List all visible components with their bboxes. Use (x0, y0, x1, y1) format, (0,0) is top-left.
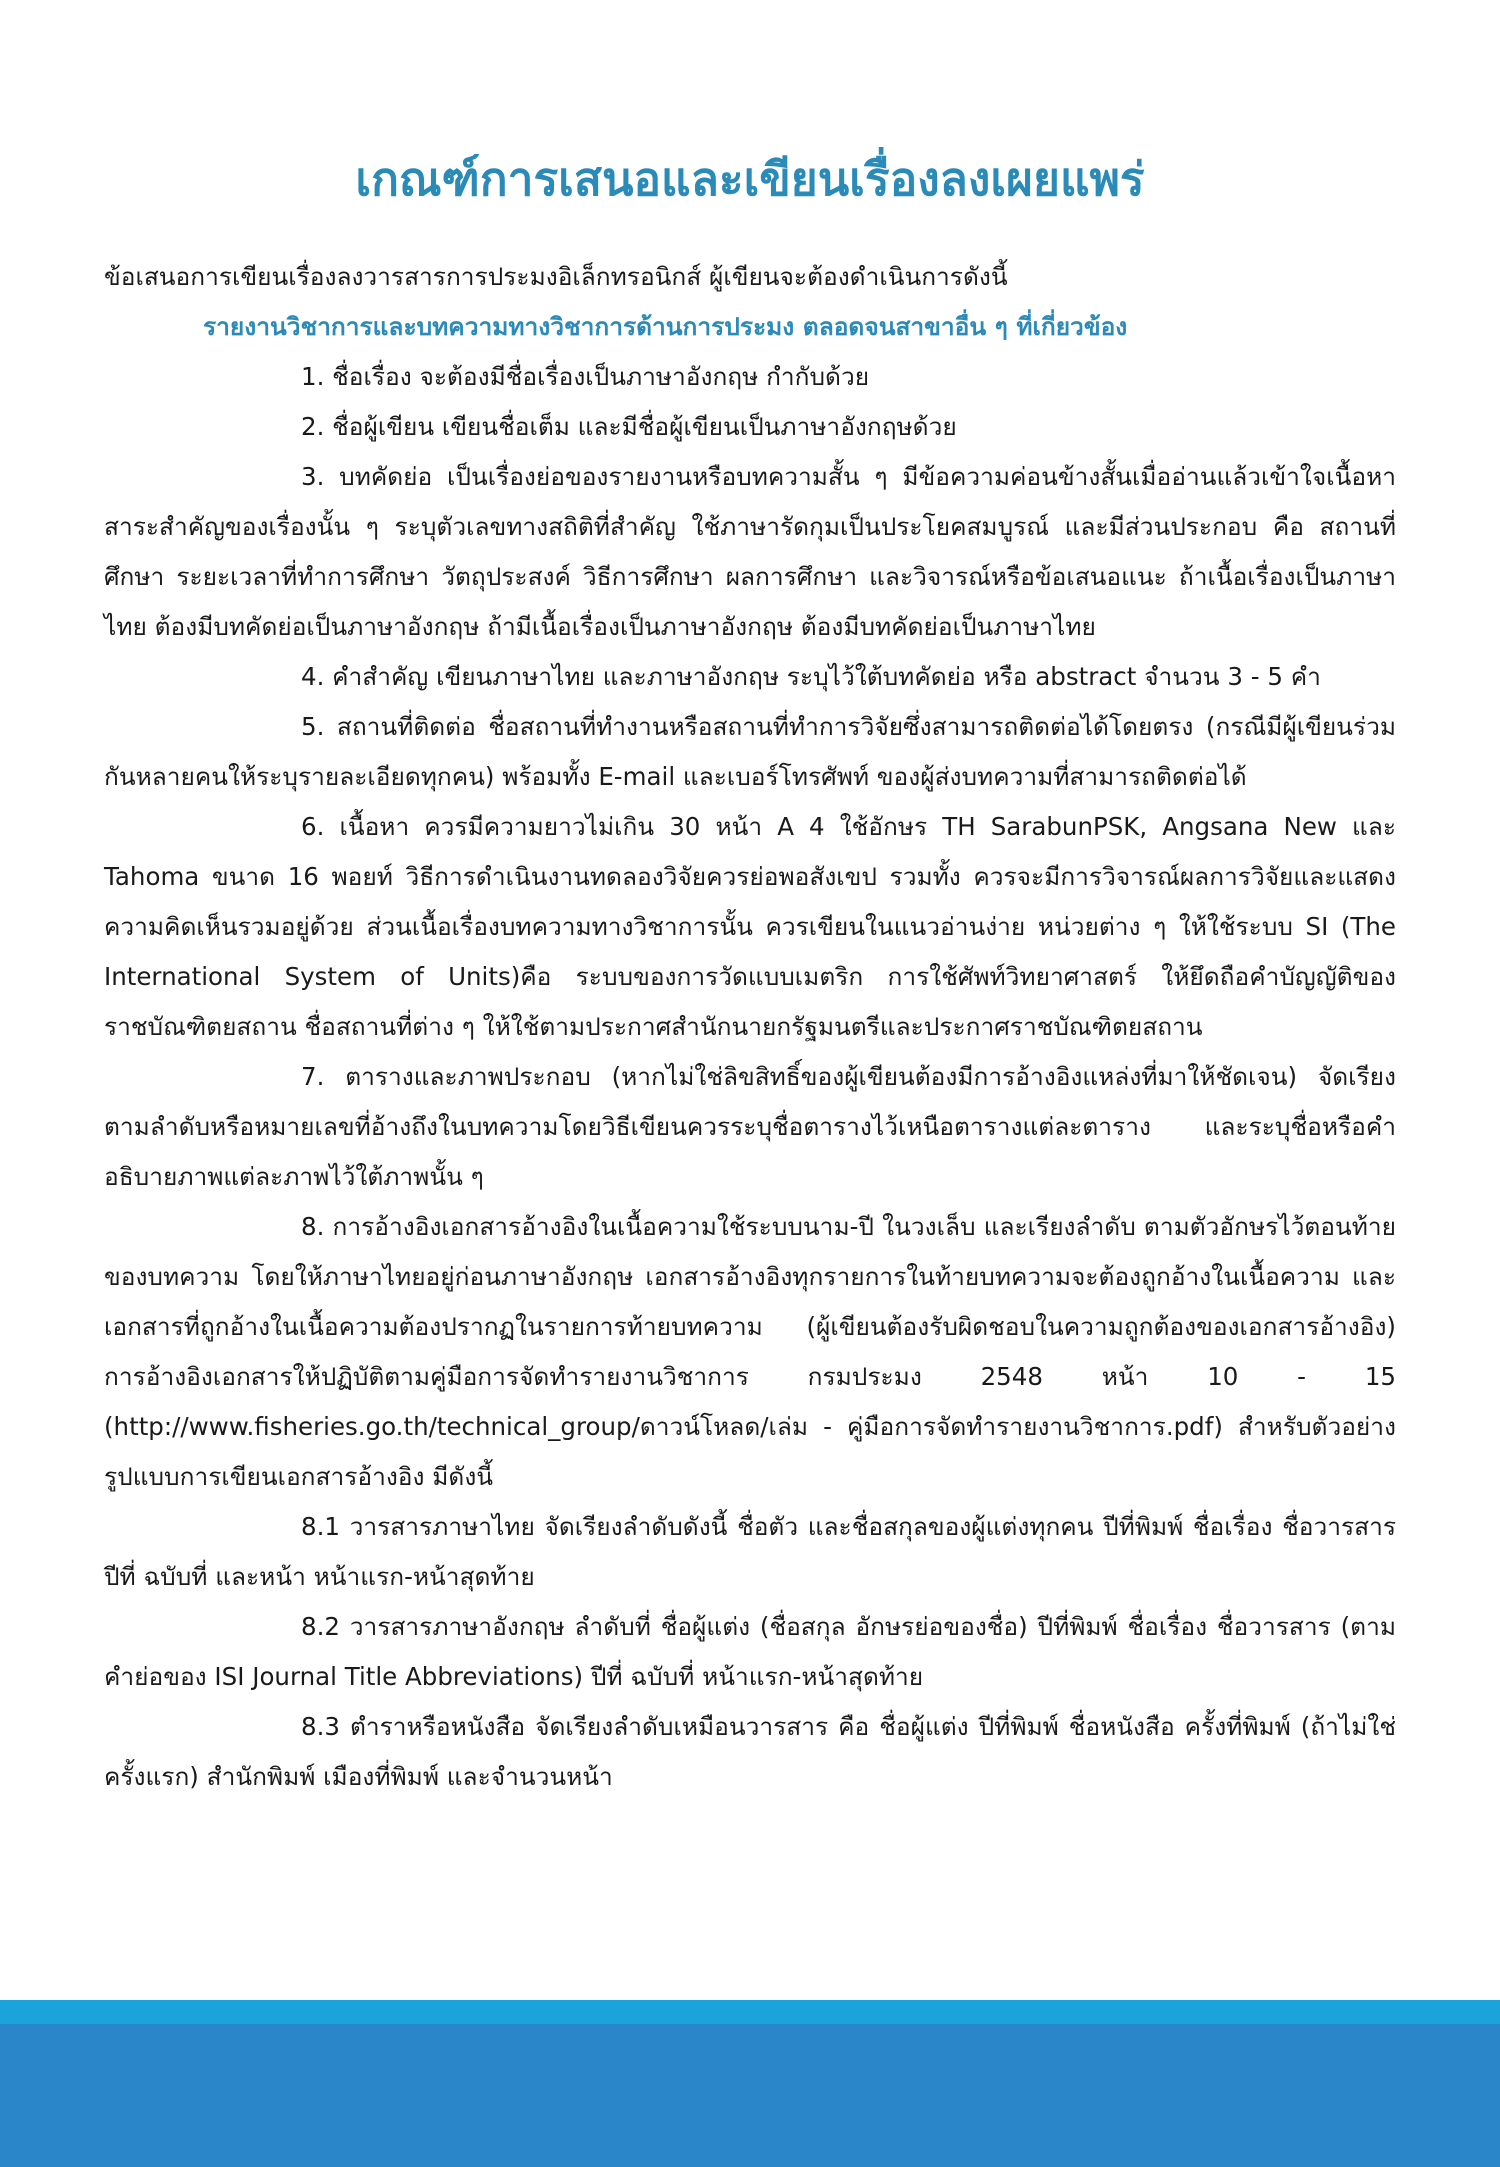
guideline-item-keywords: 4. คำสำคัญ เขียนภาษาไทย และภาษาอังกฤษ ระบุไว้ใต้บทคัดย่อ หรือ abstract จำนวน 3 - 5 คำ (301, 662, 1321, 691)
intro-text: ข้อเสนอการเขียนเรื่องลงวารสารการประมงอิเล็กทรอนิกส์ ผู้เขียนจะต้องดำเนินการดังนี้ (104, 262, 1008, 291)
guideline-subitem-english-journal: 8.2 วารสารภาษาอังกฤษ ลำดับที่ ชื่อผู้แต่ง (ชื่อสกุล อักษรย่อของชื่อ) ปีที่พิมพ์ ชื่อเรื่อง ชื่อวารสาร (ตามคำย่อของ ISI Journal Title Abbreviations) ปีที่ ฉบับที่ หน้าแรก-หน้าสุดท้าย (104, 1612, 1396, 1691)
guideline-subitem-book: 8.3 ตำราหรือหนังสือ จัดเรียงลำดับเหมือนวารสาร คือ ชื่อผู้แต่ง ปีที่พิมพ์ ชื่อหนังสือ ครั้งที่พิมพ์ (ถ้าไม่ใช่ครั้งแรก) สำนักพิมพ์ เมืองที่พิมพ์ และจำนวนหน้า (104, 1712, 1396, 1791)
guideline-item-title: 1. ชื่อเรื่อง จะต้องมีชื่อเรื่องเป็นภาษาอังกฤษ กำกับด้วย (301, 362, 870, 391)
footer-accent-stripe (0, 2000, 1500, 2024)
guidelines-body (104, 252, 1396, 1802)
guideline-item-contact: 5. สถานที่ติดต่อ ชื่อสถานที่ทำงานหรือสถานที่ทำการวิจัยซึ่งสามารถติดต่อได้โดยตรง (กรณีมีผู้เขียนร่วมกันหลายคนให้ระบุรายละเอียดทุกคน) พร้อมทั้ง E-mail และเบอร์โทรศัพท์ ของผู้ส่งบทความที่สามารถติดต่อได้ (104, 712, 1396, 791)
guideline-item-abstract: 3. บทคัดย่อ เป็นเรื่องย่อของรายงานหรือบทความสั้น ๆ มีข้อความค่อนข้างสั้นเมื่ออ่านแล้วเข้าใจเนื้อหาสาระสำคัญของเรื่องนั้น ๆ ระบุตัวเลขทางสถิติที่สำคัญ ใช้ภาษารัดกุมเป็นประโยคสมบูรณ์ และมีส่วนประกอบ คือ สถานที่ศึกษา ระยะเวลาที่ทำการศึกษา วัตถุประสงค์ วิธีการศึกษา ผลการศึกษา และวิจารณ์หรือข้อเสนอแนะ ถ้าเนื้อเรื่องเป็นภาษาไทย ต้องมีบทคัดย่อเป็นภาษาอังกฤษ ถ้ามีเนื้อเรื่องเป็นภาษาอังกฤษ ต้องมีบทคัดย่อเป็นภาษาไทย (104, 462, 1396, 641)
page-title: เกณฑ์การเสนอและเขียนเรื่องลงเผยแพร่ (355, 152, 1145, 206)
guideline-item-references: 8. การอ้างอิงเอกสารอ้างอิงในเนื้อความใช้ระบบนาม-ปี ในวงเล็บ และเรียงลำดับ ตามตัวอักษรไว้ตอนท้ายของบทความ โดยให้ภาษาไทยอยู่ก่อนภาษาอังกฤษ เอกสารอ้างอิงทุกรายการในท้ายบทความจะต้องถูกอ้างในเนื้อความ และเอกสารที่ถูกอ้างในเนื้อความต้องปรากฏในรายการท้ายบทความ (ผู้เขียนต้องรับผิดชอบในความถูกต้องของเอกสารอ้างอิง) การอ้างอิงเอกสารให้ปฏิบัติตามคู่มือการจัดทำรายงานวิชาการ กรมประมง 2548 หน้า 10 - 15 (http://www.fisheries.go.th/technical_group/ดาวน์โหลด/เล่ม - คู่มือการจัดทำรายงานวิชาการ.pdf) สำหรับตัวอย่างรูปแบบการเขียนเอกสารอ้างอิง มีดังนี้ (104, 1212, 1396, 1491)
guideline-item-content: 6. เนื้อหา ควรมีความยาวไม่เกิน 30 หน้า A 4 ใช้อักษร TH SarabunPSK, Angsana New และ Tahoma ขนาด 16 พอยท์ วิธีการดำเนินงานทดลองวิจัยควรย่อพอสังเขป รวมทั้ง ควรจะมีการวิจารณ์ผลการวิจัยและแสดงความคิดเห็นรวมอยู่ด้วย ส่วนเนื้อเรื่องบทความทางวิชาการนั้น ควรเขียนในแนวอ่านง่าย หน่วยต่าง ๆ ให้ใช้ระบบ SI (The International System of Units)คือ ระบบของการวัดแบบเมตริก การใช้ศัพท์วิทยาศาสตร์ ให้ยึดถือคำบัญญัติของราชบัณฑิตยสถาน ชื่อสถานที่ต่าง ๆ ให้ใช้ตามประกาศสำนักนายกรัฐมนตรีและประกาศราชบัณฑิตยสถาน (104, 812, 1396, 1041)
section-subtitle: รายงานวิชาการและบทความทางวิชาการด้านการประมง ตลอดจนสาขาอื่น ๆ ที่เกี่ยวข้อง (203, 312, 1128, 341)
footer-band (0, 2024, 1500, 2167)
guideline-item-tables-figures: 7. ตารางและภาพประกอบ (หากไม่ใช่ลิขสิทธิ์ของผู้เขียนต้องมีการอ้างอิงแหล่งที่มาให้ชัดเจน) จัดเรียงตามลำดับหรือหมายเลขที่อ้างถึงในบทความโดยวิธีเขียนควรระบุชื่อตารางไว้เหนือตารางแต่ละตาราง และระบุชื่อหรือคำอธิบายภาพแต่ละภาพไว้ใต้ภาพนั้น ๆ (104, 1062, 1396, 1191)
guideline-subitem-thai-journal: 8.1 วารสารภาษาไทย จัดเรียงลำดับดังนี้ ชื่อตัว และชื่อสกุลของผู้แต่งทุกคน ปีที่พิมพ์ ชื่อเรื่อง ชื่อวารสาร ปีที่ ฉบับที่ และหน้า หน้าแรก-หน้าสุดท้าย (104, 1512, 1396, 1591)
guideline-item-author: 2. ชื่อผู้เขียน เขียนชื่อเต็ม และมีชื่อผู้เขียนเป็นภาษาอังกฤษด้วย (301, 412, 957, 441)
